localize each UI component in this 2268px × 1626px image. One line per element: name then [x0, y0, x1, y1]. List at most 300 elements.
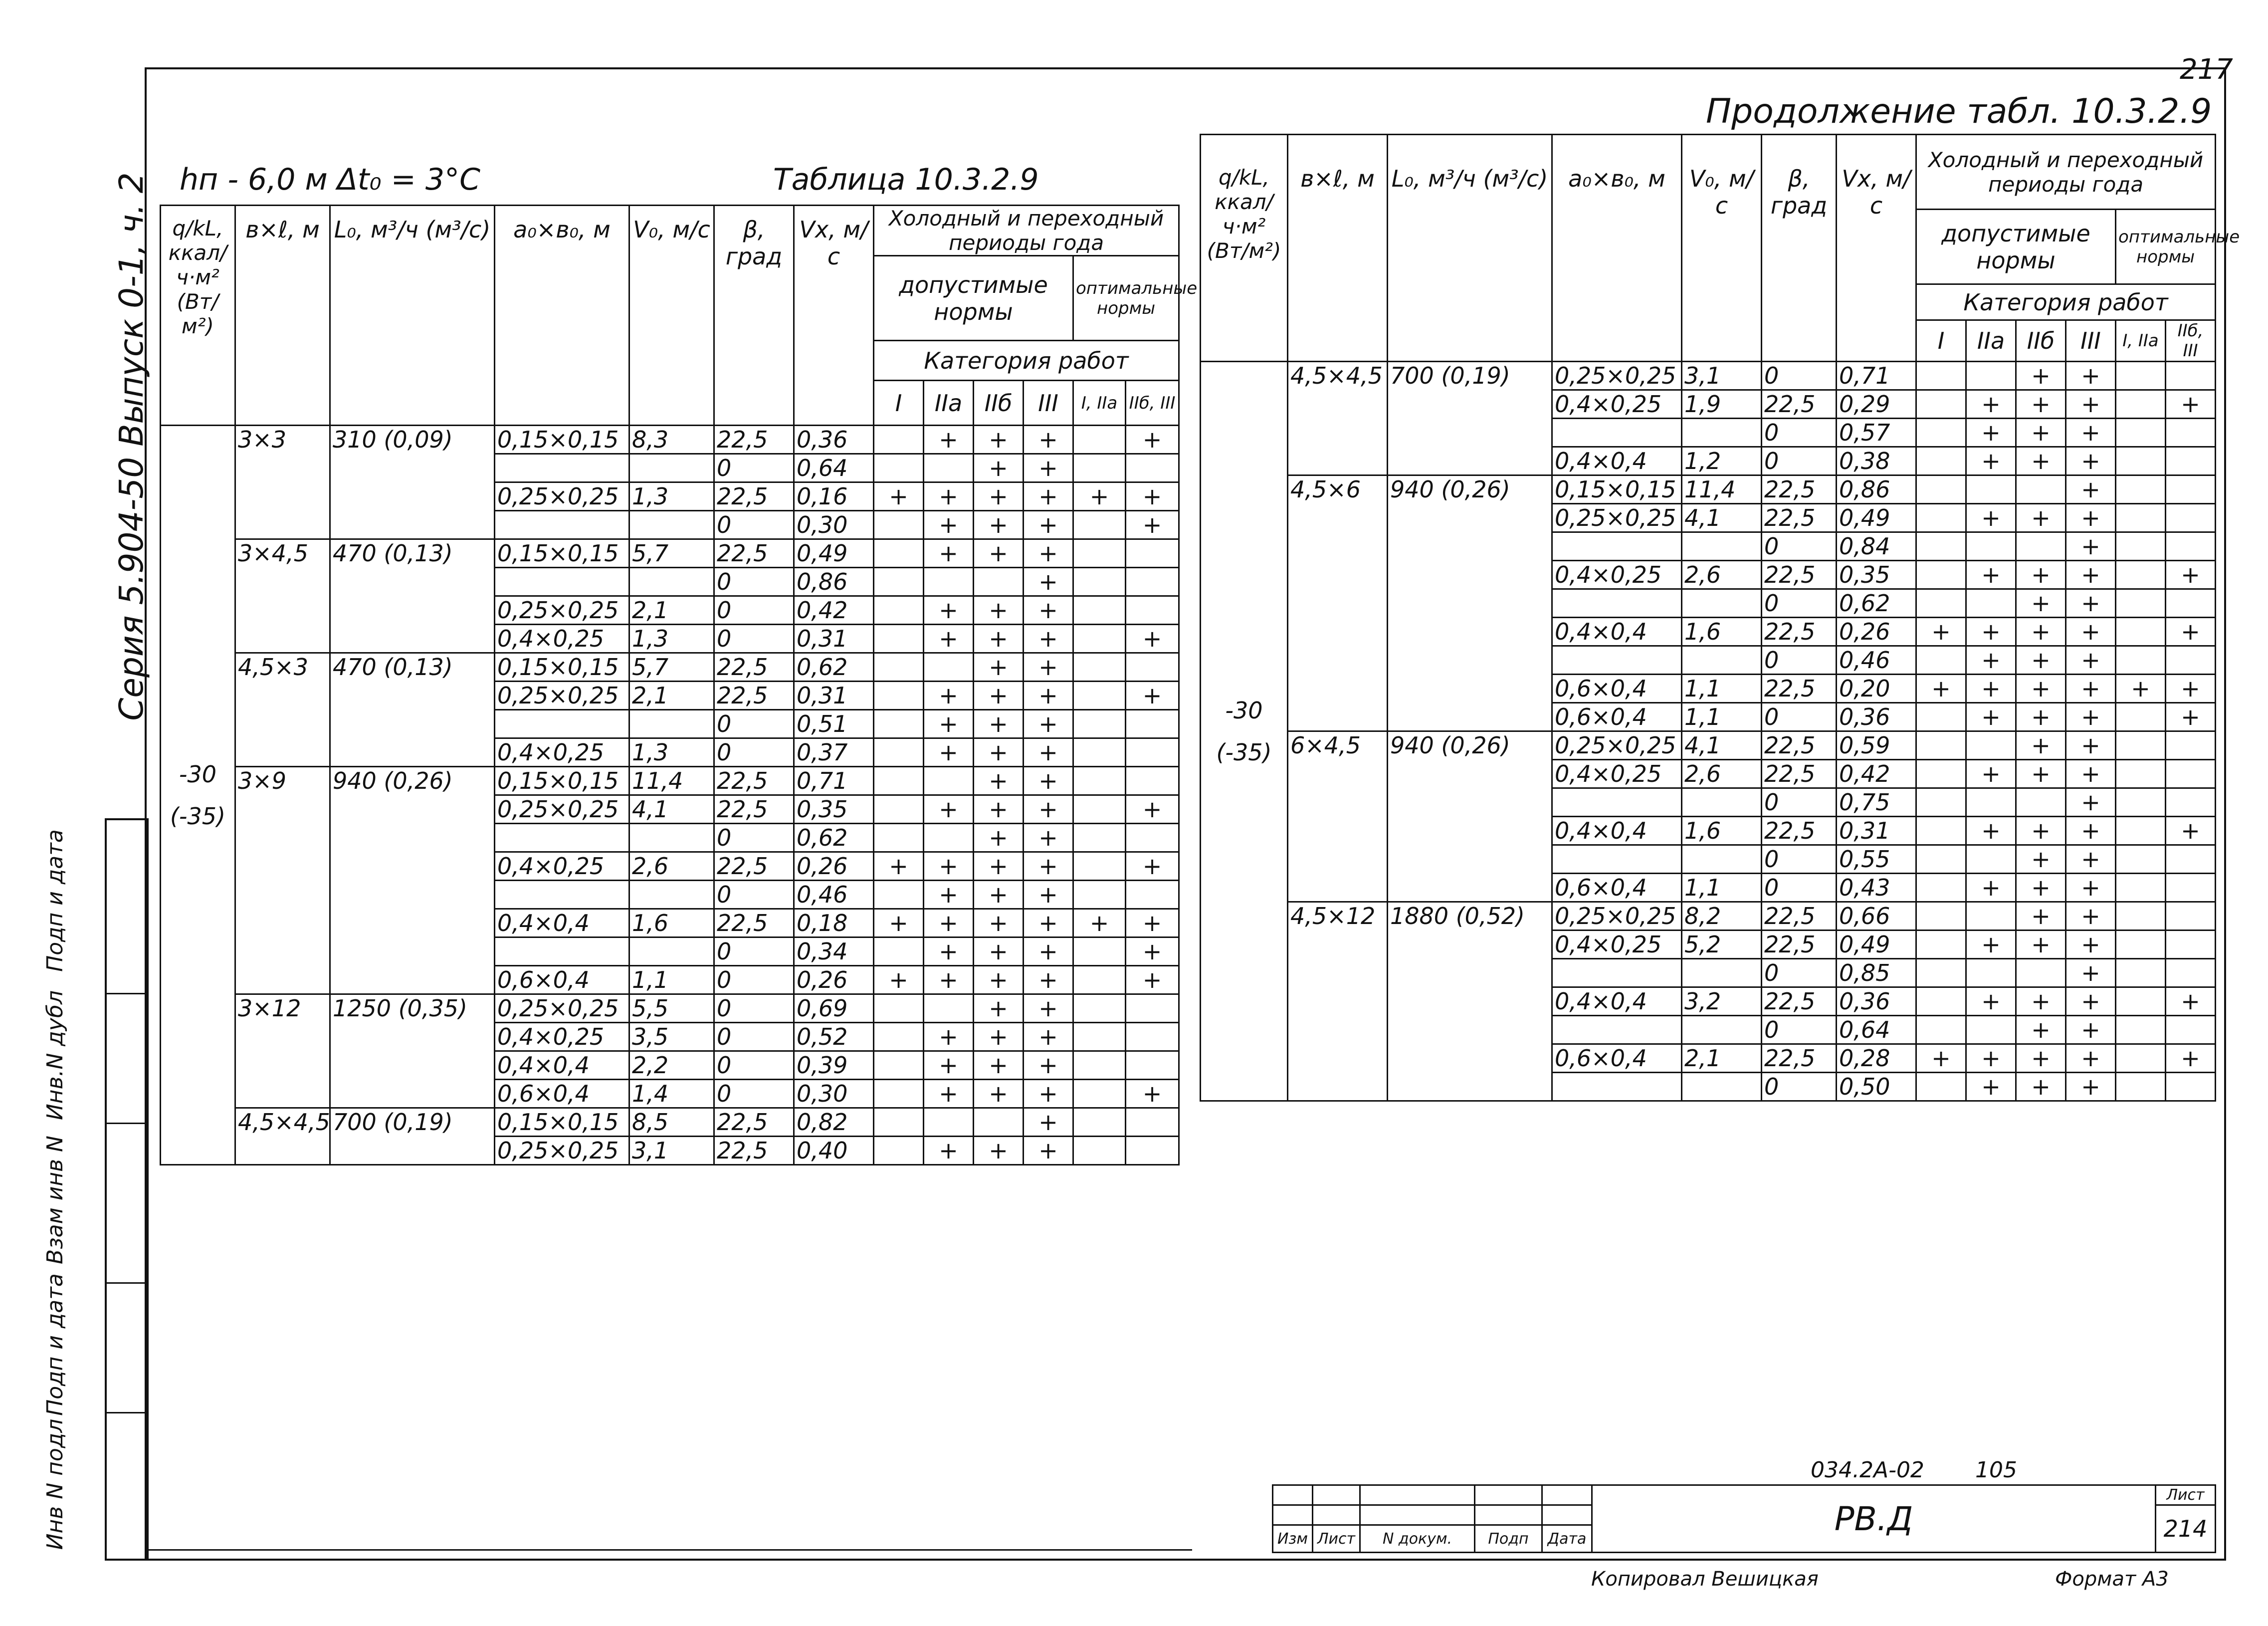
- stamp-divider: [105, 1123, 145, 1124]
- category-mark: +: [924, 710, 974, 738]
- category-mark: [2116, 589, 2166, 618]
- vx-cell: 0,46: [794, 881, 874, 909]
- document-code: РВ.Д: [1592, 1485, 2156, 1553]
- a0b0-cell: 0,6×0,4: [495, 1080, 629, 1108]
- category-mark: [1966, 845, 2016, 874]
- category-mark: [2116, 1073, 2166, 1101]
- a0b0-cell: [495, 568, 629, 596]
- bl-cell: 3×12: [235, 994, 330, 1108]
- category-mark: +: [2016, 419, 2066, 447]
- category-mark: +: [2066, 646, 2116, 675]
- header-q: q/kL, ккал/ч·м² (Вт/м²): [161, 206, 235, 426]
- vx-cell: 0,26: [1837, 618, 1916, 646]
- category-mark: [2116, 504, 2166, 532]
- v0-cell: 3,1: [629, 1137, 714, 1165]
- a0b0-cell: 0,25×0,25: [495, 596, 629, 625]
- beta-cell: 22,5: [1762, 561, 1837, 589]
- category-mark: +: [2066, 504, 2116, 532]
- v0-cell: 1,1: [1682, 874, 1762, 902]
- category-mark: [1126, 824, 1179, 852]
- category-mark: [924, 1108, 974, 1137]
- category-mark: [1073, 881, 1126, 909]
- category-mark: [1916, 362, 1966, 390]
- category-mark: [1966, 731, 2016, 760]
- beta-cell: 0: [1762, 959, 1837, 987]
- category-mark: [874, 1137, 924, 1165]
- v0-cell: 3,1: [1682, 362, 1762, 390]
- vx-cell: 0,38: [1837, 447, 1916, 475]
- category-mark: +: [1024, 738, 1073, 767]
- category-mark: +: [2016, 817, 2066, 845]
- paper-format: Формат А3: [2055, 1568, 2169, 1591]
- v0-cell: 4,1: [1682, 504, 1762, 532]
- category-mark: [874, 568, 924, 596]
- beta-cell: 0: [1762, 845, 1837, 874]
- category-mark: [1916, 589, 1966, 618]
- category-mark: [2116, 1016, 2166, 1044]
- a0b0-cell: 0,15×0,15: [495, 1108, 629, 1137]
- category-mark: [1073, 795, 1126, 824]
- vx-cell: 0,59: [1837, 731, 1916, 760]
- header-cat-col: III: [1024, 381, 1073, 426]
- beta-cell: 22,5: [714, 909, 794, 937]
- category-mark: [1073, 568, 1126, 596]
- l0-cell: 1250 (0,35): [330, 994, 495, 1108]
- category-mark: [924, 824, 974, 852]
- category-mark: [2016, 959, 2066, 987]
- beta-cell: 22,5: [714, 653, 794, 682]
- beta-cell: 0: [714, 511, 794, 539]
- v0-cell: 4,1: [629, 795, 714, 824]
- vx-cell: 0,18: [794, 909, 874, 937]
- category-mark: +: [2016, 1073, 2066, 1101]
- header-l0: L₀, м³/ч (м³/с): [1388, 135, 1552, 362]
- category-mark: +: [1024, 596, 1073, 625]
- vx-cell: 0,43: [1837, 874, 1916, 902]
- category-mark: +: [974, 454, 1024, 482]
- category-mark: [1966, 1016, 2016, 1044]
- category-mark: +: [2166, 675, 2216, 703]
- v0-cell: 1,3: [629, 625, 714, 653]
- category-mark: [1073, 824, 1126, 852]
- category-mark: +: [1024, 710, 1073, 738]
- category-mark: +: [1024, 994, 1073, 1023]
- category-mark: [1916, 788, 1966, 817]
- a0b0-cell: [1552, 589, 1682, 618]
- header-cat-col: I, IIа: [2116, 320, 2166, 362]
- vx-cell: 0,62: [794, 824, 874, 852]
- category-mark: +: [874, 909, 924, 937]
- category-mark: +: [924, 596, 974, 625]
- category-mark: +: [1126, 909, 1179, 937]
- category-mark: [1966, 532, 2016, 561]
- category-mark: [1073, 767, 1126, 795]
- category-mark: [2166, 532, 2216, 561]
- category-mark: +: [1126, 937, 1179, 966]
- v0-cell: 1,2: [1682, 447, 1762, 475]
- category-mark: +: [2066, 987, 2116, 1016]
- a0b0-cell: 0,4×0,25: [495, 625, 629, 653]
- category-mark: +: [974, 426, 1024, 454]
- category-mark: +: [974, 909, 1024, 937]
- v0-cell: 3,5: [629, 1023, 714, 1051]
- category-mark: [1126, 738, 1179, 767]
- category-mark: [2016, 532, 2066, 561]
- category-mark: +: [974, 1080, 1024, 1108]
- category-mark: [874, 1051, 924, 1080]
- header-cat-col: IIб, III: [1126, 381, 1179, 426]
- category-mark: [2116, 902, 2166, 930]
- header-q: q/kL, ккал/ч·м² (Вт/м²): [1201, 135, 1288, 362]
- category-mark: +: [1024, 682, 1073, 710]
- category-mark: [1126, 539, 1179, 568]
- category-mark: +: [1024, 767, 1073, 795]
- stamp-cell: [1273, 1505, 1313, 1525]
- category-mark: +: [974, 1023, 1024, 1051]
- a0b0-cell: 0,4×0,25: [1552, 561, 1682, 589]
- category-mark: +: [924, 539, 974, 568]
- category-mark: +: [874, 966, 924, 994]
- bl-cell: 3×3: [235, 426, 330, 539]
- category-mark: +: [1966, 930, 2016, 959]
- category-mark: [1916, 703, 1966, 731]
- category-mark: +: [2066, 618, 2116, 646]
- vx-cell: 0,49: [1837, 930, 1916, 959]
- category-mark: [1073, 653, 1126, 682]
- left-table-body: [161, 426, 1179, 1165]
- category-mark: +: [2166, 1044, 2216, 1073]
- category-mark: [2116, 561, 2166, 589]
- category-mark: [874, 824, 924, 852]
- category-mark: +: [1966, 504, 2016, 532]
- vx-cell: 0,26: [794, 966, 874, 994]
- a0b0-cell: [1552, 1073, 1682, 1101]
- header-allowed: допустимые нормы: [874, 256, 1073, 341]
- category-mark: [2166, 845, 2216, 874]
- stamp-cell: [1475, 1505, 1542, 1525]
- v0-cell: 2,1: [629, 682, 714, 710]
- vx-cell: 0,71: [1837, 362, 1916, 390]
- category-mark: +: [874, 482, 924, 511]
- vx-cell: 0,39: [794, 1051, 874, 1080]
- side-stamp-label: Взам инв N: [42, 1136, 68, 1264]
- category-mark: [2166, 1073, 2216, 1101]
- vx-cell: 0,36: [1837, 703, 1916, 731]
- v0-cell: [1682, 788, 1762, 817]
- a0b0-cell: 0,25×0,25: [1552, 902, 1682, 930]
- beta-cell: 0: [714, 824, 794, 852]
- category-mark: +: [2066, 561, 2116, 589]
- bl-cell: 4,5×12: [1288, 902, 1388, 1101]
- category-mark: +: [1966, 618, 2016, 646]
- q-value: -30: [1225, 697, 1263, 724]
- category-mark: +: [1966, 760, 2016, 788]
- stamp-cell: [1542, 1505, 1592, 1525]
- beta-cell: 0: [1762, 1073, 1837, 1101]
- category-mark: +: [2066, 788, 2116, 817]
- left-header-params: hп - 6,0 м Δt₀ = 3°C: [180, 162, 480, 197]
- category-mark: [874, 994, 924, 1023]
- a0b0-cell: 0,4×0,25: [495, 738, 629, 767]
- category-mark: [874, 1108, 924, 1137]
- header-season: Холодный и переходный периоды года: [874, 206, 1179, 256]
- vx-cell: 0,28: [1837, 1044, 1916, 1073]
- category-mark: +: [2066, 845, 2116, 874]
- table-row: [161, 994, 1179, 1023]
- category-mark: [1966, 902, 2016, 930]
- table-row: [1201, 362, 2216, 390]
- category-mark: +: [2016, 703, 2066, 731]
- v0-cell: 1,1: [629, 966, 714, 994]
- v0-cell: 2,1: [629, 596, 714, 625]
- q-value-cell: [161, 426, 235, 1165]
- beta-cell: 22,5: [1762, 504, 1837, 532]
- beta-cell: 22,5: [1762, 930, 1837, 959]
- category-mark: +: [2016, 589, 2066, 618]
- category-mark: +: [1024, 852, 1073, 881]
- category-mark: +: [1966, 447, 2016, 475]
- category-mark: +: [1916, 675, 1966, 703]
- vx-cell: 0,30: [794, 1080, 874, 1108]
- right-table-body: [1201, 362, 2216, 1101]
- category-mark: +: [2166, 561, 2216, 589]
- v0-cell: [629, 511, 714, 539]
- l0-cell: 700 (0,19): [1388, 362, 1552, 475]
- category-mark: +: [2066, 731, 2116, 760]
- beta-cell: 0: [714, 568, 794, 596]
- a0b0-cell: [1552, 532, 1682, 561]
- category-mark: [874, 625, 924, 653]
- a0b0-cell: 0,4×0,25: [1552, 390, 1682, 419]
- header-cat-col: III: [2066, 320, 2116, 362]
- category-mark: +: [2016, 1016, 2066, 1044]
- category-mark: +: [974, 710, 1024, 738]
- category-mark: +: [2066, 760, 2116, 788]
- category-mark: +: [2066, 362, 2116, 390]
- category-mark: [1126, 568, 1179, 596]
- a0b0-cell: 0,4×0,4: [1552, 618, 1682, 646]
- category-mark: [2166, 959, 2216, 987]
- category-mark: +: [974, 994, 1024, 1023]
- v0-cell: 2,1: [1682, 1044, 1762, 1073]
- header-vx: Vx, м/с: [1837, 135, 1916, 362]
- v0-cell: 1,1: [1682, 675, 1762, 703]
- category-mark: +: [2066, 447, 2116, 475]
- category-mark: [874, 682, 924, 710]
- category-mark: +: [924, 426, 974, 454]
- category-mark: +: [924, 909, 974, 937]
- l0-cell: 470 (0,13): [330, 653, 495, 767]
- vx-cell: 0,31: [794, 682, 874, 710]
- category-mark: +: [1024, 937, 1073, 966]
- category-mark: [874, 937, 924, 966]
- beta-cell: 0: [1762, 589, 1837, 618]
- category-mark: [874, 1023, 924, 1051]
- category-mark: +: [924, 881, 974, 909]
- table-row: [161, 653, 1179, 682]
- q-value-w: (-35): [170, 802, 226, 830]
- category-mark: +: [2066, 902, 2116, 930]
- v0-cell: 8,2: [1682, 902, 1762, 930]
- vx-cell: 0,86: [1837, 475, 1916, 504]
- stamp-col-label: N докум.: [1360, 1525, 1475, 1553]
- category-mark: +: [924, 937, 974, 966]
- a0b0-cell: [1552, 788, 1682, 817]
- category-mark: [2116, 419, 2166, 447]
- category-mark: [1916, 532, 1966, 561]
- category-mark: +: [2066, 1073, 2116, 1101]
- category-mark: [1916, 646, 1966, 675]
- vx-cell: 0,55: [1837, 845, 1916, 874]
- category-mark: +: [924, 482, 974, 511]
- category-mark: [2166, 1016, 2216, 1044]
- beta-cell: 0: [714, 1023, 794, 1051]
- category-mark: +: [2066, 959, 2116, 987]
- category-mark: +: [2066, 874, 2116, 902]
- category-mark: [1073, 994, 1126, 1023]
- category-mark: [1916, 419, 1966, 447]
- category-mark: [1126, 710, 1179, 738]
- category-mark: +: [2166, 987, 2216, 1016]
- vx-cell: 0,64: [1837, 1016, 1916, 1044]
- category-mark: [1966, 959, 2016, 987]
- a0b0-cell: [1552, 959, 1682, 987]
- q-value-cell: [1201, 362, 1288, 1101]
- a0b0-cell: [495, 824, 629, 852]
- category-mark: +: [2016, 362, 2066, 390]
- category-mark: +: [974, 824, 1024, 852]
- category-mark: [874, 795, 924, 824]
- category-mark: [1126, 1023, 1179, 1051]
- category-mark: +: [1126, 795, 1179, 824]
- a0b0-cell: [495, 881, 629, 909]
- a0b0-cell: 0,15×0,15: [495, 539, 629, 568]
- v0-cell: 1,1: [1682, 703, 1762, 731]
- table-row: [161, 767, 1179, 795]
- beta-cell: 22,5: [1762, 475, 1837, 504]
- category-mark: +: [2116, 675, 2166, 703]
- beta-cell: 0: [1762, 874, 1837, 902]
- beta-cell: 0: [1762, 532, 1837, 561]
- category-mark: [874, 511, 924, 539]
- category-mark: +: [2016, 646, 2066, 675]
- category-mark: [2166, 447, 2216, 475]
- category-mark: +: [924, 966, 974, 994]
- a0b0-cell: [495, 710, 629, 738]
- header-cat-col: I: [1916, 320, 1966, 362]
- a0b0-cell: [1552, 1016, 1682, 1044]
- category-mark: +: [2016, 902, 2066, 930]
- a0b0-cell: 0,6×0,4: [1552, 874, 1682, 902]
- stamp-divider: [105, 993, 145, 994]
- category-mark: [1916, 817, 1966, 845]
- category-mark: +: [1916, 618, 1966, 646]
- category-mark: [874, 426, 924, 454]
- beta-cell: 0: [714, 1080, 794, 1108]
- category-mark: +: [924, 1080, 974, 1108]
- vx-cell: 0,29: [1837, 390, 1916, 419]
- header-bl: в×ℓ, м: [1288, 135, 1388, 362]
- category-mark: [1126, 1137, 1179, 1165]
- category-mark: [974, 568, 1024, 596]
- beta-cell: 22,5: [714, 852, 794, 881]
- category-mark: +: [974, 966, 1024, 994]
- category-mark: +: [924, 738, 974, 767]
- category-mark: [874, 454, 924, 482]
- category-mark: [2116, 390, 2166, 419]
- vx-cell: 0,42: [794, 596, 874, 625]
- v0-cell: 1,6: [1682, 817, 1762, 845]
- stamp-cell: [1475, 1485, 1542, 1505]
- header-beta: β, град: [1762, 135, 1837, 362]
- stamp-cell: [1313, 1505, 1360, 1525]
- beta-cell: 0: [1762, 419, 1837, 447]
- category-mark: [2166, 475, 2216, 504]
- v0-cell: [629, 454, 714, 482]
- category-mark: +: [974, 539, 1024, 568]
- category-mark: [1073, 1137, 1126, 1165]
- doc-number: 034.2А-02: [1811, 1457, 1924, 1483]
- v0-cell: [1682, 1016, 1762, 1044]
- a0b0-cell: 0,6×0,4: [1552, 703, 1682, 731]
- a0b0-cell: [1552, 419, 1682, 447]
- category-mark: [2166, 760, 2216, 788]
- category-mark: +: [2066, 675, 2116, 703]
- left-table: [160, 205, 1198, 1165]
- category-mark: +: [1966, 1073, 2016, 1101]
- category-mark: [974, 1108, 1024, 1137]
- table-row: [1201, 475, 2216, 504]
- v0-cell: [1682, 959, 1762, 987]
- beta-cell: 22,5: [1762, 1044, 1837, 1073]
- category-mark: +: [974, 596, 1024, 625]
- category-mark: +: [1966, 646, 2016, 675]
- category-mark: +: [974, 767, 1024, 795]
- stamp-col-label: Дата: [1542, 1525, 1592, 1553]
- header-category: Категория работ: [1916, 284, 2216, 320]
- bl-cell: 4,5×4,5: [235, 1108, 330, 1165]
- stamp-cell: [1360, 1505, 1475, 1525]
- side-stamp-label: Инв.N дубл: [42, 990, 68, 1121]
- category-mark: +: [1024, 966, 1073, 994]
- category-mark: +: [1024, 568, 1073, 596]
- a0b0-cell: 0,4×0,4: [1552, 447, 1682, 475]
- vx-cell: 0,71: [794, 767, 874, 795]
- category-mark: +: [1024, 1051, 1073, 1080]
- beta-cell: 22,5: [714, 767, 794, 795]
- vx-cell: 0,40: [794, 1137, 874, 1165]
- a0b0-cell: [1552, 845, 1682, 874]
- doc-page: 105: [1975, 1457, 2017, 1483]
- beta-cell: 0: [714, 1051, 794, 1080]
- beta-cell: 22,5: [1762, 987, 1837, 1016]
- bl-cell: 3×9: [235, 767, 330, 994]
- header-bl: в×ℓ, м: [235, 206, 330, 426]
- vx-cell: 0,36: [794, 426, 874, 454]
- header-cat-col: IIб: [974, 381, 1024, 426]
- header-v0: V₀, м/с: [629, 206, 714, 426]
- a0b0-cell: 0,4×0,25: [1552, 930, 1682, 959]
- category-mark: [1966, 589, 2016, 618]
- category-mark: +: [1024, 881, 1073, 909]
- category-mark: [1126, 596, 1179, 625]
- a0b0-cell: [495, 937, 629, 966]
- vx-cell: 0,26: [794, 852, 874, 881]
- category-mark: [2116, 532, 2166, 561]
- a0b0-cell: 0,4×0,25: [1552, 760, 1682, 788]
- table-row: [161, 1108, 1179, 1137]
- beta-cell: 22,5: [714, 426, 794, 454]
